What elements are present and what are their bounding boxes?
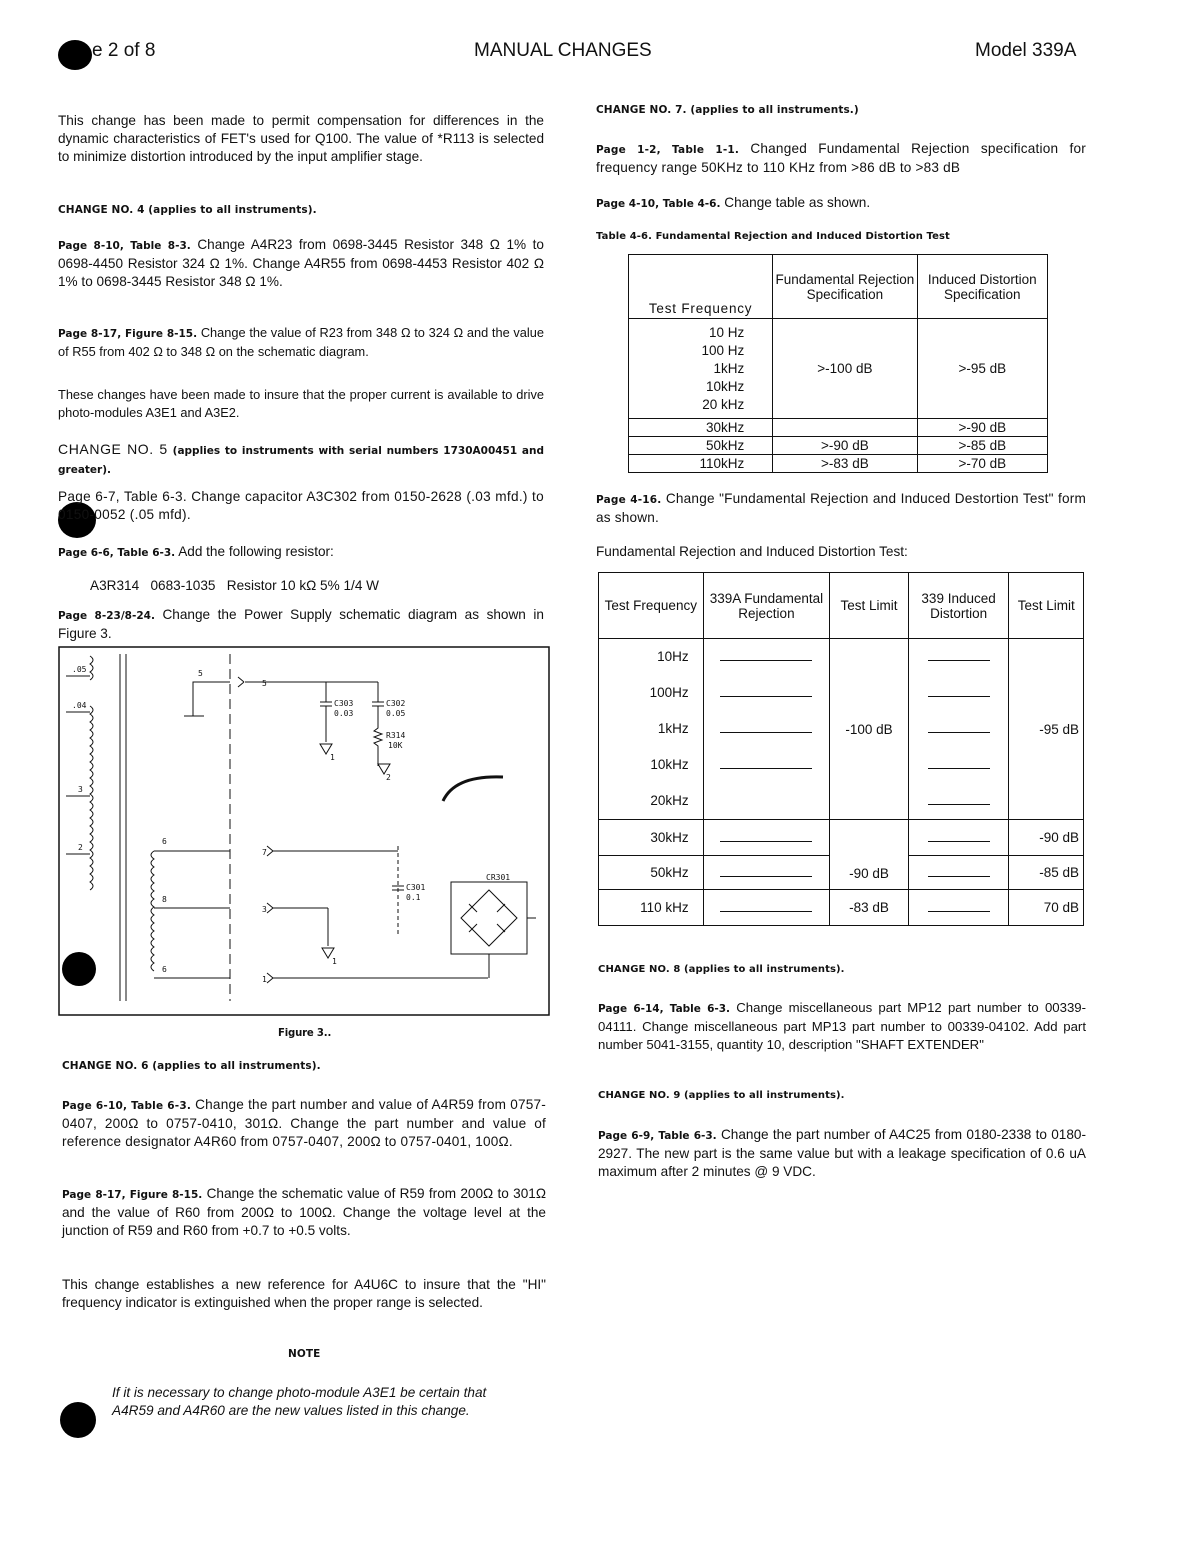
t1-freq-110khz: 110kHz	[629, 455, 773, 473]
change5-para1: Page 6-7, Table 6-3. Change capacitor A3C302 from 0150-2628 (.03 mfd.) to 0150-0052 (.05 mfd).	[58, 489, 544, 523]
t2-header-limit-b: Test Limit	[1009, 573, 1084, 639]
change5-heading: CHANGE NO. 5	[58, 441, 168, 457]
t2-blank-fund-50k[interactable]	[720, 876, 812, 877]
change5-applies: (applies to instruments with serial numbers 1730A00451 and greater).	[58, 445, 545, 477]
t2-header-limit-a: Test Limit	[830, 573, 909, 639]
change7-heading: CHANGE NO. 7. (applies to all instruments.)	[596, 104, 859, 116]
cr301-label: CR301	[486, 873, 511, 882]
t2-freq-50khz: 50kHz	[599, 856, 704, 890]
ground-label-3: 1	[332, 957, 337, 966]
form-title: Fundamental Rejection and Induced Distortion Test:	[596, 544, 908, 559]
tap-label-2: 2	[78, 843, 83, 852]
t1-freq-1khz: 1kHz	[713, 360, 745, 376]
t2-limit-a-50k: -90 dB	[830, 820, 909, 890]
t1-freq-10khz: 10kHz	[705, 378, 745, 394]
change7-para3	[596, 490, 1086, 527]
c302-value: 0.05	[386, 709, 406, 718]
change4-para2-ref: Page 8-17, Figure 8-15.	[58, 328, 198, 340]
t2-blank-ind-5[interactable]	[928, 804, 990, 805]
t1-fund-50khz: >-90 dB	[773, 437, 917, 455]
t2-freq-20khz: 20kHz	[650, 793, 689, 808]
change7-para1	[596, 140, 1086, 177]
table-4-6	[628, 254, 1048, 473]
t2-freq-100hz: 100Hz	[649, 685, 689, 700]
t2-header-fund: 339A Fundamental Rejection	[703, 573, 830, 639]
t2-blank-ind-4[interactable]	[928, 768, 990, 769]
punch-hole-figure	[62, 952, 96, 986]
change8-heading: CHANGE NO. 8 (applies to all instruments).	[598, 964, 845, 975]
change7-para3-ref: Page 4-16.	[596, 494, 662, 506]
t2-freq-10hz: 10Hz	[657, 649, 689, 664]
intro-paragraph: This change has been made to permit compensation for differences in the dynamic characteristics of FET's used for Q100. The value of *R113 is selected to minimize distortion introduced by the input amplifier stage.	[58, 113, 544, 165]
change6-para2-text: Change the schematic value of R59 from 200Ω to 301Ω and the value of R60 from 200Ω to 100Ω. Change the voltage level at the junction of R59 and R60 from +0.7 to +0.5 volts.	[62, 1186, 547, 1239]
t2-blank-fund-1[interactable]	[720, 660, 812, 661]
t1-ind-110khz: >-70 dB	[917, 455, 1047, 473]
wire-label-6: 6	[162, 837, 167, 846]
change6-heading: CHANGE NO. 6 (applies to all instruments).	[62, 1060, 321, 1072]
t2-limit-b-group: -95 dB	[1009, 639, 1084, 820]
change5-resistor-line: A3R314 0683-1035 Resistor 10 kΩ 5% 1/4 W	[90, 578, 379, 593]
change4-para2	[58, 324, 544, 361]
power-supply-schematic	[58, 646, 550, 1018]
ground-label-1: 1	[330, 753, 335, 762]
model-number: Model 339A	[975, 40, 1077, 61]
change7-para2	[596, 194, 1086, 213]
punch-hole-top	[58, 40, 92, 70]
note-heading: NOTE	[288, 1348, 321, 1360]
t2-ind-blanks-a	[908, 639, 1009, 820]
t1-freq-100hz: 100 Hz	[701, 342, 745, 358]
t1-ind-group: >-95 dB	[917, 319, 1047, 419]
t2-freq-group	[599, 639, 704, 820]
change4-para1-ref: Page 8-10, Table 8-3.	[58, 240, 191, 252]
change7-para3-text: Change "Fundamental Rejection and Induced Destortion Test" form as shown.	[596, 491, 1087, 526]
t2-limit-a-group: -100 dB	[830, 639, 909, 820]
change9-ref: Page 6-9, Table 6-3.	[598, 1130, 717, 1142]
change6-para2-ref: Page 8-17, Figure 8-15.	[62, 1189, 203, 1201]
change4-heading: CHANGE NO. 4 (applies to all instruments).	[58, 204, 317, 216]
pin-label-3: 3	[262, 905, 267, 914]
t2-blank-fund-2[interactable]	[720, 696, 812, 697]
change7-para1-ref: Page 1-2, Table 1-1.	[596, 144, 740, 156]
t2-blank-fund-4[interactable]	[720, 768, 812, 769]
t2-blank-ind-1[interactable]	[928, 660, 990, 661]
wire-label-8: 8	[162, 895, 167, 904]
change9-text: Change the part number of A4C25 from 0180-2338 to 0180-2927. The new part is the same value but with a leakage specification of 0.6 uA maximum after 2 minutes @ 9 VDC.	[598, 1127, 1086, 1180]
t2-fund-blanks-a	[703, 639, 830, 820]
c302-label: C302	[386, 699, 406, 708]
t1-freq-group	[629, 319, 773, 419]
change5-para2-ref: Page 6-6, Table 6-3.	[58, 547, 176, 559]
change6-para1-text: Change the part number and value of A4R59 from 0757-0407, 200Ω to 0757-0410, 301Ω. Change the part number and value of reference designator A4R60 from 0757-0407, 200Ω to 0757-0401, 100Ω.	[62, 1097, 546, 1150]
t1-freq-20khz: 20 kHz	[702, 396, 745, 412]
t2-header-ind: 339 Induced Distortion	[908, 573, 1009, 639]
change8-ref: Page 6-14, Table 6-3.	[598, 1003, 731, 1015]
change8-text: Change miscellaneous part MP12 part number to 00339-04111. Change miscellaneous part MP13 part number to 00339-04102. Add part number 5041-3155, quantity 10, description "SHAFT EXTENDER"	[598, 1000, 1087, 1053]
tap-label-3: 3	[78, 785, 83, 794]
pin-label-5: 5	[262, 679, 267, 688]
t2-freq-10khz: 10kHz	[650, 757, 689, 772]
t1-header-ind: Induced Distortion Specification	[917, 255, 1047, 319]
change4-para1-text: Change A4R23 from 0698-3445 Resistor 348 Ω 1% to 0698-4450 Resistor 324 Ω 1%. Change A4R55 from 0698-4453 Resistor 402 Ω 1% to 0698-3445 Resistor 348 Ω 1%.	[58, 237, 544, 290]
t2-freq-110khz: 110 kHz	[599, 890, 704, 926]
test-form-table	[598, 572, 1084, 926]
t2-freq-1khz: 1kHz	[657, 721, 689, 736]
t2-blank-ind-50k[interactable]	[928, 876, 990, 877]
t1-freq-50khz: 50kHz	[629, 437, 773, 455]
t1-fund-110khz: >-83 dB	[773, 455, 917, 473]
table1-title: Table 4-6. Fundamental Rejection and Induced Distortion Test	[596, 231, 950, 242]
c301-label: C301	[406, 883, 426, 892]
wire-label-5: 5	[198, 669, 203, 678]
page-title: MANUAL CHANGES	[474, 40, 652, 61]
change7-para2-text: Change table as shown.	[724, 195, 871, 210]
change6-para1-ref: Page 6-10, Table 6-3.	[62, 1100, 192, 1112]
change5-para2-text: Add the following resistor:	[178, 544, 334, 559]
c303-label: C303	[334, 699, 354, 708]
t2-blank-ind-2[interactable]	[928, 696, 990, 697]
punch-hole-bottom	[60, 1402, 96, 1438]
t1-fund-group: >-100 dB	[773, 319, 917, 419]
pin-label-7: 7	[262, 848, 267, 857]
figure-caption: Figure 3..	[278, 1026, 332, 1039]
change4-para2-text: Change the value of R23 from 348 Ω to 324 Ω and the value of R55 from 402 Ω to 348 Ω on the schematic diagram.	[58, 325, 544, 360]
change7-para1-text: Changed Fundamental Rejection specification for frequency range 50KHz to 110 KHz from >86 dB to >83 dB	[596, 141, 1087, 176]
c303-value: 0.03	[334, 709, 354, 718]
t1-header-freq: Test Frequency	[629, 255, 773, 319]
pin-label-1: 1	[262, 975, 267, 984]
t2-blank-ind-110k[interactable]	[928, 911, 990, 912]
change5-para3	[58, 606, 544, 643]
change9-heading: CHANGE NO. 9 (applies to all instruments).	[598, 1090, 845, 1101]
tap-label-05: .05	[72, 665, 87, 674]
tap-label-04: .04	[72, 701, 87, 710]
t2-limit-a-110k: -83 dB	[830, 890, 909, 926]
t2-limit-b-50k: -85 dB	[1009, 856, 1084, 890]
t2-limit-b-30k: -90 dB	[1009, 820, 1084, 856]
change6-para1	[62, 1096, 546, 1152]
t1-ind-30khz: >-90 dB	[917, 419, 1047, 437]
change5-para2	[58, 543, 544, 562]
change4-para3: These changes have been made to insure that the proper current is available to drive photo-modules A3E1 and A3E2.	[58, 387, 544, 421]
t2-blank-ind-3[interactable]	[928, 732, 990, 733]
t2-header-freq: Test Frequency	[599, 573, 704, 639]
t2-blank-fund-30k[interactable]	[720, 841, 812, 842]
t1-freq-30khz: 30kHz	[629, 419, 773, 437]
t2-blank-fund-3[interactable]	[720, 732, 812, 733]
page-number: e 2 of 8	[92, 40, 156, 61]
change4-para1	[58, 236, 544, 292]
t2-blank-ind-30k[interactable]	[928, 841, 990, 842]
t2-limit-b-110k: 70 dB	[1009, 890, 1084, 926]
note-text: If it is necessary to change photo-module A3E1 be certain that A4R59 and A4R60 are the new values listed in this change.	[112, 1385, 487, 1419]
change6-para3: This change establishes a new reference for A4U6C to insure that the "HI" frequency indicator is extinguished when the proper range is selected.	[62, 1277, 546, 1311]
t1-freq-10hz: 10 Hz	[708, 324, 745, 340]
t1-ind-50khz: >-85 dB	[917, 437, 1047, 455]
change5-para3-text: Change the Power Supply schematic diagram as shown in Figure 3.	[58, 607, 544, 642]
t1-fund-30khz	[773, 419, 917, 437]
change9-para	[598, 1126, 1086, 1182]
r314-value: 10K	[388, 741, 403, 750]
change8-para	[598, 999, 1086, 1055]
t1-header-fund: Fundamental Rejection Specification	[773, 255, 917, 319]
change7-para2-ref: Page 4-10, Table 4-6.	[596, 198, 721, 210]
t2-freq-30khz: 30kHz	[599, 820, 704, 856]
wire-label-6b: 6	[162, 965, 167, 974]
ground-label-2: 2	[386, 773, 391, 782]
change6-para2	[62, 1185, 546, 1241]
r314-label: R314	[386, 731, 406, 740]
t2-blank-fund-110k[interactable]	[720, 911, 812, 912]
change5-para3-ref: Page 8-23/8-24.	[58, 610, 155, 622]
c301-value: 0.1	[406, 893, 421, 902]
change5-heading-para	[58, 440, 544, 479]
